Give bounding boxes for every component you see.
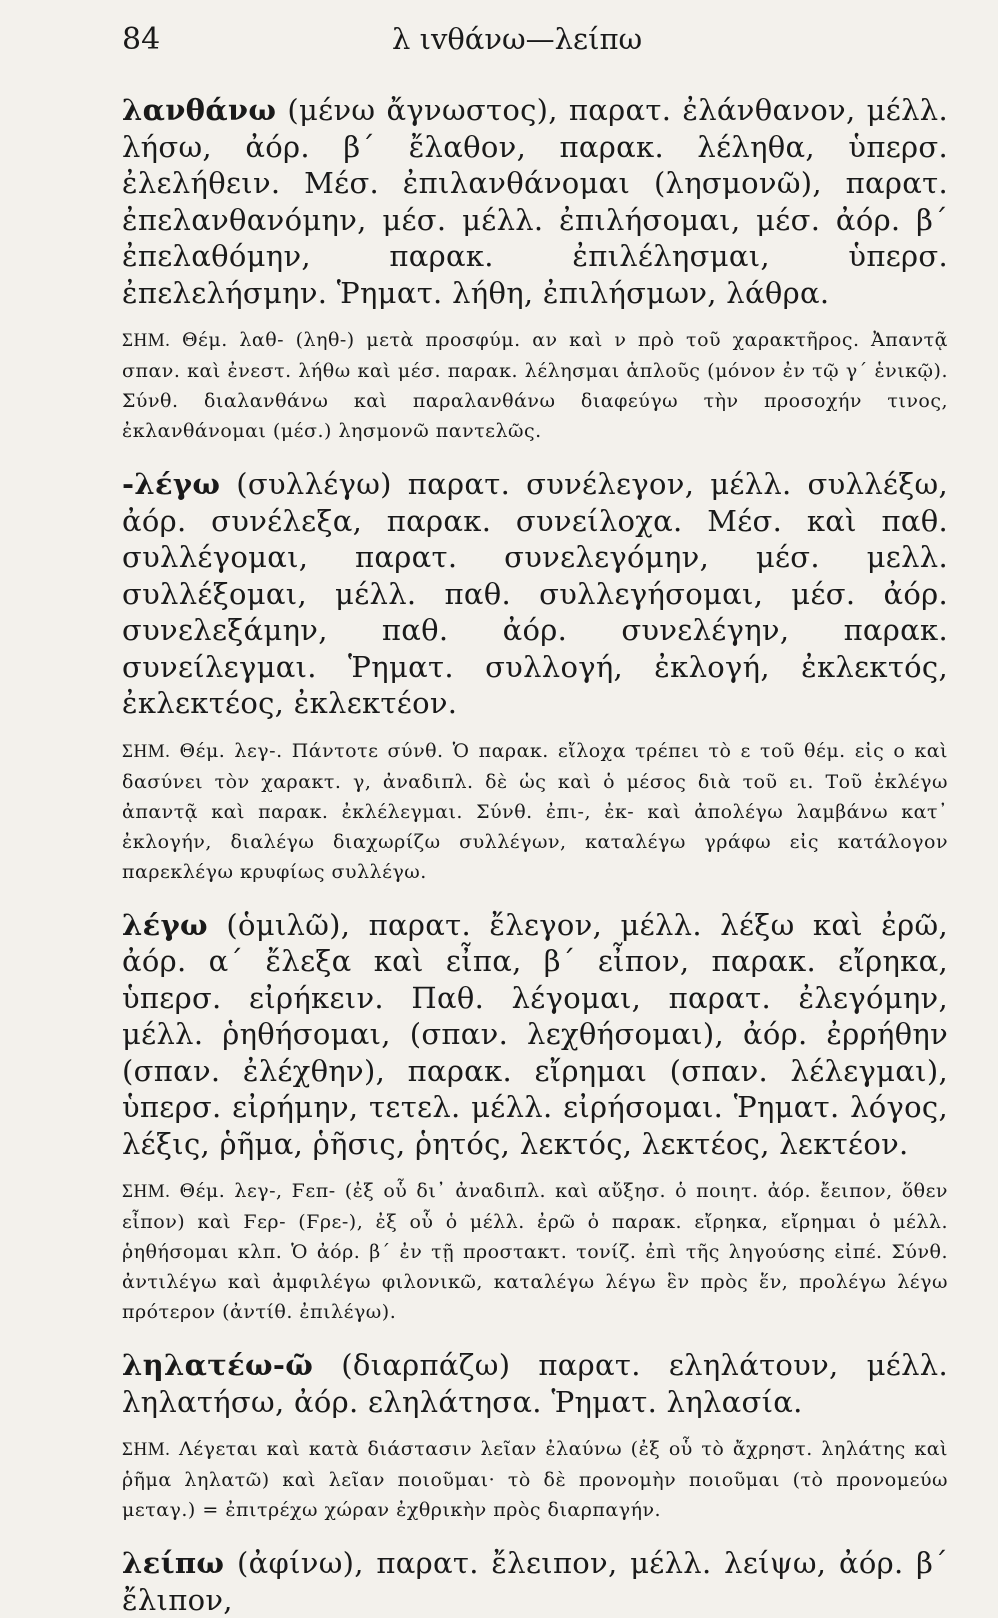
page-number: 84	[122, 22, 161, 57]
note-text: Θέμ. λεγ-. Πάντοτε σύνθ. Ὁ παρακ. εἴλοχα τρέπει τὸ ε τοῦ θέμ. εἰς ο καὶ δασύνει τὸν χαρακτ. γ, ἀναδιπλ. δὲ ὡς καὶ ὁ μέσος διὰ τοῦ ει. Τοῦ ἐκλέγω ἀπαντᾷ καὶ παρακ. ἐκλέλεγμαι. Σύνθ. ἐπι-, ἐκ- καὶ ἀπολέγω λαμβάνω κατ᾽ ἐκλογήν, διαλέγω διαχωρίζω συλλέγων, καταλέγω γράφω εἰς κατάλογον παρεκλέγω κρυφίως συλλέγω.	[122, 739, 948, 883]
entry-headword: λέγω	[122, 907, 208, 942]
note-text: Θέμ. λαθ- (ληθ-) μετὰ προσφύμ. αν καὶ ν πρὸ τοῦ χαρακτῆρος. Ἀπαντᾷ σπαν. καὶ ἐνεστ. λήθω καὶ μέσ. παρακ. λέλησμαι ἁπλοῦς (μόνον ἐν τῷ γ΄ ἑνικῷ). Σύνθ. διαλανθάνω καὶ παραλανθάνω διαφεύγω τὴν προσοχήν τινος, ἐκλανθάνομαι (μέσ.) λησμονῶ παντελῶς.	[122, 329, 948, 442]
entry-leipo	[122, 1545, 948, 1618]
entry-main-text	[122, 1347, 948, 1420]
entry-main-text	[122, 92, 948, 311]
entry-body: (ἀφίνω), παρατ. ἔλειπον, μέλλ. λείψω, ἀόρ. β΄ ἔλιπον,	[122, 1546, 948, 1617]
entry-note	[122, 325, 948, 446]
note-text: Θέμ. λεγ-, Ϝεπ- (ἐξ οὗ δι᾽ ἀναδιπλ. καὶ αὔξησ. ὁ ποιητ. ἀόρ. ἔειπον, ὅθεν εἶπον) καὶ Ϝερ- (Ϝρε-), ἐξ οὗ ὁ μέλλ. ἐρῶ ὁ παρακ. εἴρηκα, εἴρημαι ὁ μέλλ. ῥηθήσομαι κλπ. Ὁ ἀόρ. β΄ ἐν τῇ προστακτ. τονίζ. ἐπὶ τῆς ληγούσης εἰπέ. Σύνθ. ἀντιλέγω καὶ ἀμφιλέγω φιλονικῶ, καταλέγω λέγω ἓν πρὸς ἕν, προλέγω λέγω πρότερον (ἀντίθ. ἐπιλέγω).	[122, 1180, 948, 1323]
note-label: ΣΗΜ.	[122, 740, 171, 762]
entry-main-text	[122, 1545, 948, 1618]
note-label: ΣΗΜ.	[122, 330, 171, 351]
entry-note	[122, 1434, 948, 1525]
running-head: λ ιvθάνω—λείπω	[392, 22, 643, 56]
entry-leelateo	[122, 1347, 948, 1525]
entry-lanthano	[122, 92, 948, 446]
note-label: ΣΗΜ.	[122, 1439, 171, 1460]
entry-body: (μένω ἄγνωστος), παρατ. ἐλάνθανον, μέλλ. λήσω, ἀόρ. β΄ ἔλαθον, παρακ. λέληθα, ὑπερσ. ἐλελήθειν. Μέσ. ἐπιλανθάνομαι (λησμονῶ), παρατ. ἐπελανθανόμην, μέσ. μέλλ. ἐπιλήσομαι, μέσ. ἀόρ. β΄ ἐπελαθόμην, παρακ. ἐπιλέλησμαι, ὑπερσ. ἐπελελήσμην. Ῥηματ. λήθη, ἐπιλήσμων, λάθρα.	[122, 93, 948, 310]
entry-headword: -λέγω	[122, 467, 221, 501]
note-label: ΣΗΜ.	[122, 1181, 171, 1202]
entry-headword: λείπω	[122, 1546, 225, 1580]
entry-lego	[122, 907, 948, 1328]
entry-headword: ληλατέω-ῶ	[122, 1348, 314, 1382]
entry-body: (συλλέγω) παρατ. συνέλεγον, μέλλ. συλλέξω, ἀόρ. συνέλεξα, παρακ. συνείλοχα. Μέσ. καὶ παθ. συλλέγομαι, παρατ. συνελεγόμην, μέσ. μελλ. συλλέξομαι, μέλλ. παθ. συλλεγήσομαι, μέσ. ἀόρ. συνελεξάμην, παθ. ἀόρ. συνελέγην, παρακ. συνείλεγμαι. Ῥηματ. συλλογή, ἐκλογή, ἐκλεκτός, ἐκλεκτέος, ἐκλεκτέον.	[122, 467, 948, 720]
entry-main-text	[122, 907, 948, 1163]
entry-lego-compound	[122, 466, 948, 887]
page-header	[122, 22, 948, 66]
entry-note	[122, 736, 948, 887]
entry-headword: λανθάνω	[122, 93, 277, 127]
entry-body: (ὁμιλῶ), παρατ. ἔλεγον, μέλλ. λέξω καὶ ἐρῶ, ἀόρ. α΄ ἔλεξα καὶ εἶπα, β΄ εἶπον, παρακ. εἴρηκα, ὑπερσ. εἰρήκειν. Παθ. λέγομαι, παρατ. ἐλεγόμην, μέλλ. ῥηθήσομαι, (σπαν. λεχθήσομαι), ἀόρ. ἐρρήθην (σπαν. ἐλέχθην), παρακ. εἴρημαι (σπαν. λέλεγμαι), ὑπερσ. εἰρήμην, τετελ. μέλλ. εἰρήσομαι. Ῥηματ. λόγος, λέξις, ῥῆμα, ῥῆσις, ῥητός, λεκτός, λεκτέος, λεκτέον.	[122, 907, 948, 1161]
entry-body: (διαρπάζω) παρατ. εληλάτουν, μέλλ. ληλατήσω, ἀόρ. εληλάτησα. Ῥηματ. ληλασία.	[122, 1348, 948, 1419]
entry-main-text	[122, 466, 948, 722]
note-text: Λέγεται καὶ κατὰ διάστασιν λεῖαν ἐλαύνω (ἐξ οὗ τὸ ἄχρηστ. ληλάτης καὶ ῥῆμα ληλατῶ) καὶ λεῖαν ποιοῦμαι· τὸ δὲ προνομὴν ποιοῦμαι (τὸ προνομεύω μεταγ.) = ἐπιτρέχω χώραν ἐχθρικὴν πρὸς διαρπαγήν.	[122, 1438, 948, 1521]
entry-note	[122, 1176, 948, 1327]
